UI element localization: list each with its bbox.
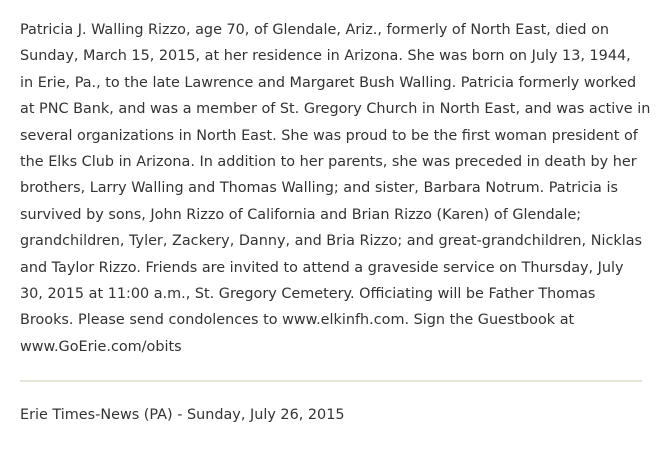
- obituary-line: several organizations in North East. She was proud to be the first woman president of: [20, 127, 638, 144]
- obituary-line: Patricia J. Walling Rizzo, age 70, of Glendale, Ariz., formerly of North East, died on: [20, 22, 610, 38]
- section-divider: [20, 380, 642, 382]
- obituary-line: Brooks. Please send condolences to www.elkinfh.com. Sign the Guestbook at: [20, 312, 575, 329]
- obituary-line: in Erie, Pa., to the late Lawrence and Margaret Bush Walling. Patricia formerly worked: [20, 74, 637, 91]
- obituary-line: and Taylor Rizzo. Friends are invited to attend a graveside service on Thursday, July: [20, 259, 624, 276]
- obituary-line: the Elks Club in Arizona. In addition to her parents, she was preceded in death by her: [20, 154, 637, 171]
- obituary-line: grandchildren, Tyler, Zackery, Danny, and Bria Rizzo; and great-grandchildren, Nicklas: [20, 233, 643, 250]
- obituary-line: 30, 2015 at 11:00 a.m., St. Gregory Cemetery. Officiating will be Father Thomas: [20, 286, 596, 303]
- obituary-line: Sunday, March 15, 2015, at her residence in Arizona. She was born on July 13, 1944,: [20, 48, 631, 65]
- obituary-line: brothers, Larry Walling and Thomas Walling; and sister, Barbara Notrum. Patricia is: [20, 180, 618, 197]
- obituary-line: survived by sons, John Rizzo of California and Brian Rizzo (Karen) of Glendale;: [20, 206, 582, 223]
- obituary-line: at PNC Bank, and was a member of St. Gregory Church in North East, and was active in: [20, 101, 651, 118]
- publication-source-line: Erie Times-News (PA) - Sunday, July 26, 2015: [20, 407, 345, 423]
- obituary-line: www.GoErie.com/obits: [20, 338, 182, 355]
- obituary-text: [20, 17, 652, 360]
